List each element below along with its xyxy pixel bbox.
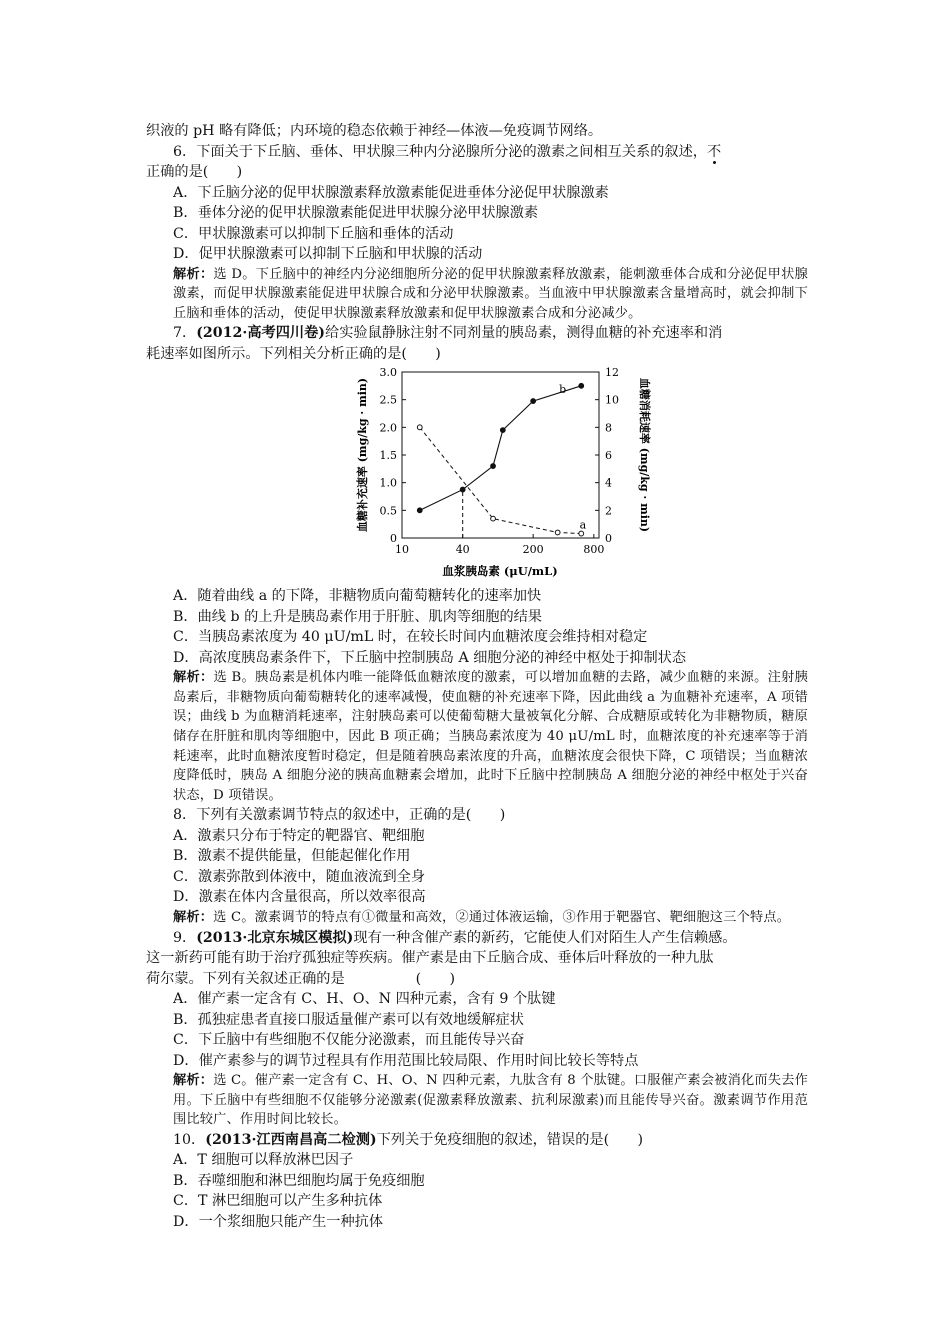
document-body: [146, 121, 808, 1232]
question-9: [146, 928, 808, 1130]
x-tick-label: 40: [455, 543, 470, 557]
question-7-stem-cont: 耗速率如图所示。下列相关分析正确的是( ): [146, 345, 441, 362]
y-left-tick-label: 1.5: [379, 449, 397, 463]
y-left-tick-label: 0.5: [379, 504, 397, 518]
question-10: [146, 1130, 808, 1233]
question-7-option-c: C．当胰岛素浓度为 40 μU/mL 时，在较长时间内血糖浓度会维持相对稳定: [173, 629, 648, 646]
series-a-point: [555, 530, 560, 535]
series-a-point: [491, 517, 496, 522]
question-10-stem: 10．(2013·江西南昌高二检测)下列关于免疫细胞的叙述，错误的是( ): [173, 1131, 644, 1148]
question-10-option-d: D．一个浆细胞只能产生一种抗体: [173, 1213, 384, 1230]
question-10-option-a: A．T 细胞可以释放淋巴因子: [173, 1152, 354, 1169]
series-b-point: [500, 428, 505, 433]
question-6-stem: 6．下面关于下丘脑、垂体、甲状腺三种内分泌腺所分泌的激素之间相互关系的叙述，不: [173, 143, 722, 160]
question-6-option-d: D．促甲状腺激素可以抑制下丘脑和甲状腺的活动: [173, 246, 483, 262]
question-source: (2013·北京东城区模拟): [196, 929, 354, 946]
x-tick-label: 800: [583, 543, 605, 557]
y-right-axis-label: 血糖消耗速率 (mg/kg · min): [638, 378, 651, 533]
question-8: [146, 805, 808, 927]
question-6-option-a: A．下丘脑分泌的促甲状腺激素释放激素能促进垂体分泌促甲状腺激素: [173, 184, 609, 201]
question-7-stem: 7．(2012·高考四川卷)给实验鼠静脉注射不同剂量的胰岛素，测得血糖的补充速率和消: [173, 325, 723, 342]
question-6-option-c: C．甲状腺激素可以抑制下丘脑和垂体的活动: [173, 225, 454, 242]
question-7-option-a: A．随着曲线 a 的下降，非糖物质向葡萄糖转化的速率加快: [173, 588, 542, 605]
series-b-point: [531, 399, 536, 404]
question-10-option-c: C．T 淋巴细胞可以产生多种抗体: [173, 1193, 383, 1210]
question-10-option-b: B．吞噬细胞和淋巴细胞均属于免疫细胞: [173, 1172, 425, 1189]
y-right-tick-label: 8: [605, 421, 612, 435]
y-right-tick-label: 10: [605, 393, 619, 407]
question-9-option-a: A．催产素一定含有 C、H、O、N 四种元素，含有 9 个肽键: [173, 991, 556, 1008]
y-left-tick-label: 3.0: [379, 366, 397, 380]
series-a-line: [420, 428, 581, 534]
x-tick-label: 200: [522, 543, 544, 557]
series-a-label: a: [579, 518, 587, 532]
emphasis-mark: 不: [706, 143, 722, 160]
series-b-point: [417, 508, 422, 513]
series-a-point: [417, 425, 422, 430]
question-8-option-a: A．激素只分布于特定的靶器官、靶细胞: [173, 827, 425, 844]
series-b-point: [491, 464, 496, 469]
question-7: [146, 323, 808, 805]
intro-line: 织液的 pH 略有降低；内环境的稳态依赖于神经—体液—免疫调节网络。: [146, 123, 603, 139]
question-6-option-b: B．垂体分泌的促甲状腺激素能促进甲状腺分泌甲状腺激素: [173, 205, 539, 221]
question-9-stem-cont-2: 荷尔蒙。下列有关叙述正确的是 ( ): [146, 970, 456, 987]
question-source: (2012·高考四川卷): [196, 325, 326, 342]
question-8-option-d: D．激素在体内含量很高，所以效率很高: [173, 889, 426, 906]
question-8-option-c: C．激素弥散到体液中，随血液流到全身: [173, 868, 426, 885]
series-a-point: [579, 531, 584, 536]
insulin-chart: [146, 364, 808, 586]
question-9-option-b: B．孤独症患者直接口服适量催产素可以有效地缓解症状: [173, 1011, 524, 1028]
series-b-point: [460, 487, 465, 492]
question-9-option-c: C．下丘脑中有些细胞不仅能分泌激素，而且能传导兴奋: [173, 1032, 525, 1049]
question-source: (2013·江西南昌高二检测): [205, 1131, 377, 1148]
question-8-analysis: 解析：选 C。激素调节的特点有①微量和高效，②通过体液运输，③作用于靶器官、靶细胞这三个特点。: [173, 909, 791, 925]
question-7-option-d: D．高浓度胰岛素条件下，下丘脑中控制胰岛 A 细胞分泌的神经中枢处于抑制状态: [173, 649, 687, 666]
y-right-tick-label: 6: [605, 449, 612, 463]
y-left-axis-label: 血糖补充速率 (mg/kg · min): [356, 378, 369, 533]
question-8-stem: 8．下列有关激素调节特点的叙述中，正确的是( ): [173, 807, 506, 824]
series-b-line: [420, 386, 581, 510]
question-7-option-b: B．曲线 b 的上升是胰岛素作用于肝脏、肌肉等细胞的结果: [173, 608, 543, 625]
question-9-stem: 9．(2013·北京东城区模拟)现有一种含催产素的新药，它能使人们对陌生人产生信赖感。: [173, 929, 737, 946]
x-tick-label: 10: [395, 543, 409, 557]
question-6-stem-cont: 正确的是( ): [146, 164, 243, 180]
question-9-stem-cont-1: 这一新药可能有助于治疗孤独症等疾病。催产素是由下丘脑合成、垂体后叶释放的一种九肽: [146, 950, 714, 967]
plot-frame: [402, 372, 599, 538]
question-9-analysis: 解析：选 C。催产素一定含有 C、H、O、N 四种元素，九肽含有 8 个肽键。口服催产素会被消化而失去作用。下丘脑中有些细胞不仅能够分泌激素(促激素释放激素、抗利尿激素)而且能传导兴奋。激素调节作用范围比较广、作用时间比较长。: [173, 1073, 808, 1128]
question-6-analysis: 解析：选 D。下丘脑中的神经内分泌细胞所分泌的促甲状腺激素释放激素，能刺激垂体合成和分泌促甲状腺激素，而促甲状腺激素能促进甲状腺合成和分泌甲状腺激素。当血液中甲状腺激素含量增高时，就会抑制下丘脑和垂体的活动，使促甲状腺激素释放激素和促甲状腺激素合成和分泌减少。: [173, 266, 808, 321]
x-axis-label: 血浆胰岛素 (μU/mL): [442, 564, 558, 579]
y-left-tick-label: 2.5: [379, 393, 397, 407]
question-9-option-d: D．催产素参与的调节过程具有作用范围比较局限、作用时间比较长等特点: [173, 1052, 639, 1069]
chart-svg: [358, 364, 778, 586]
series-b-label: b: [559, 383, 567, 397]
question-8-option-b: B．激素不提供能量，但能起催化作用: [173, 848, 411, 865]
y-right-tick-label: 0: [605, 532, 612, 546]
y-right-tick-label: 4: [605, 476, 612, 490]
y-right-tick-label: 12: [605, 366, 619, 380]
question-7-analysis: 解析：选 B。胰岛素是机体内唯一能降低血糖浓度的激素，可以增加血糖的去路，减少血糖的来源。注射胰岛素后，非糖物质向葡萄糖转化的速率减慢，使血糖的补充速率下降，因此曲线 a 为血糖补充速率，A 项错误；曲线 b 为血糖消耗速率，注射胰岛素可以使葡萄糖大量被氧化分解、合成糖原或转化为非糖物质，糖原储存在肝脏和肌肉等细胞中，因此 B 项正确；当胰岛素浓度为 40 μU/mL 时，血糖浓度的补充速率等于消耗速率，此时血糖浓度暂时稳定，但是随着胰岛素浓度的升高，血糖浓度会很快下降，C 项错误；当血糖浓度降低时，胰岛 A 细胞分泌的胰高血糖素会增加，此时下丘脑中控制胰岛 A 细胞分泌的神经中枢处于兴奋状态，D 项错误。: [173, 670, 808, 803]
y-right-tick-label: 2: [605, 504, 612, 518]
series-b-point: [579, 384, 584, 389]
y-left-tick-label: 1.0: [379, 476, 397, 490]
question-6: [146, 142, 808, 324]
y-left-tick-label: 2.0: [379, 421, 397, 435]
y-left-tick-label: 0: [390, 532, 397, 546]
